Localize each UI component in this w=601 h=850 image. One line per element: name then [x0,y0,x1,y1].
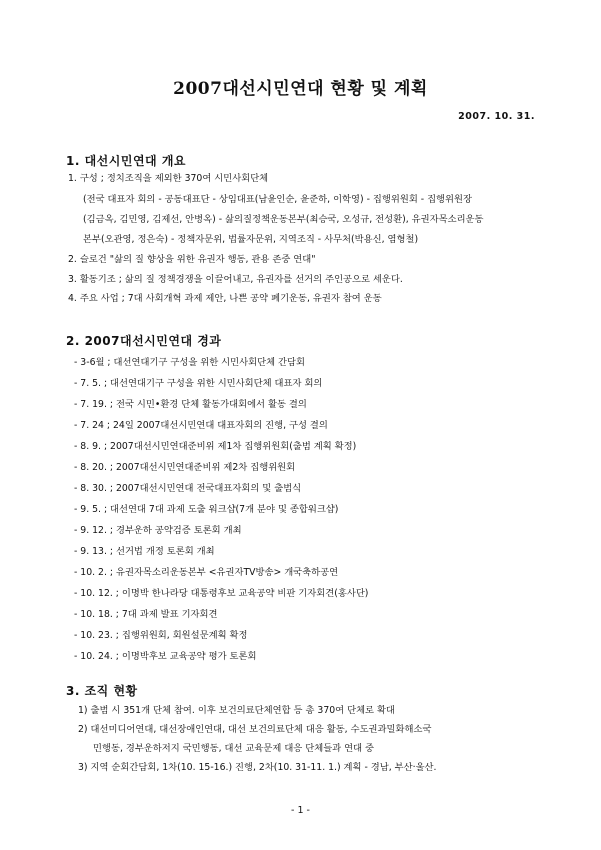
timeline-item: - 10. 24. ; 이명박후보 교육공약 평가 토론회 [74,651,257,662]
timeline-item: - 7. 19. ; 전국 시민•환경 단체 활동가대회에서 활동 결의 [74,399,307,410]
timeline-item: - 9. 13. ; 선거법 개정 토론회 개최 [74,546,215,557]
timeline-item: - 10. 18. ; 7대 과제 발표 기자회견 [74,609,218,620]
section1-heading: 1. 대선시민연대 개요 [66,154,187,168]
timeline-item: - 10. 23. ; 집행위원회, 회원설문계획 확정 [74,630,248,641]
timeline-item: - 3-6월 ; 대선연대기구 구성을 위한 시민사회단체 간담회 [74,357,305,368]
timeline-item: - 7. 5. ; 대선연대기구 구성을 위한 시민사회단체 대표자 회의 [74,378,323,389]
timeline-item: - 10. 12. ; 이명박 한나라당 대통령후보 교육공약 비판 기자회견(홍사단) [74,588,369,599]
timeline-item: - 7. 24 ; 24일 2007대선시민연대 대표자회의 진행, 구성 결의 [74,420,328,431]
page-number: - 1 - [291,805,310,816]
section1-line: 2. 슬로건 "삶의 질 향상을 위한 유권자 행동, 관용 존중 연대" [68,254,316,265]
timeline-item: - 8. 30. ; 2007대선시민연대 전국대표자회의 및 출범식 [74,483,302,494]
timeline-item: - 8. 20. ; 2007대선시민연대준비위 제2차 집행위원회 [74,462,296,473]
section1-line: 1. 구성 ; 정치조직을 제외한 370여 시민사회단체 [68,173,269,184]
section1-line: 3. 활동기조 ; 삶의 질 정책경쟁을 이끌어내고, 유권자를 선거의 주인공으로 세운다. [68,274,403,285]
section3-line: 1) 출범 시 351개 단체 참여. 이후 보건의료단체연합 등 총 370여 단체로 확대 [78,705,395,716]
page-title: 2007대선시민연대 현황 및 계획 [173,79,428,99]
timeline-item: - 8. 9. ; 2007대선시민연대준비위 제1차 집행위원회(출범 계획 확정) [74,441,357,452]
section3-line: 2) 대선미디어연대, 대선장애인연대, 대선 보건의료단체 대응 활동, 수도권과밀화해소국 [78,724,432,735]
section1-line: 본부(오관영, 정은숙) - 정책자문위, 법률자문위, 지역조직 - 사무처(박용신, 염형철) [83,234,419,245]
section1-line: (전국 대표자 회의 - 공동대표단 - 상임대표(남윤인순, 윤준하, 이학영) - 집행위원회 - 집행위원장 [83,194,472,205]
section1-line: (김금옥, 김민영, 김제선, 안병옥) - 삶의질정책운동본부(최승국, 오성규, 전성환), 유권자목소리운동 [83,214,484,225]
document-date: 2007. 10. 31. [458,111,535,122]
timeline-item: - 9. 12. ; 경부운하 공약검증 토론회 개최 [74,525,242,536]
section1-line: 4. 주요 사업 ; 7대 사회개혁 과제 제안, 나쁜 공약 폐기운동, 유권자 참여 운동 [68,293,382,304]
section3-line: 3) 지역 순회간담회, 1차(10. 15-16.) 진행, 2차(10. 31-11. 1.) 계획 - 경남, 부산·울산. [78,762,437,773]
timeline-item: - 10. 2. ; 유권자목소리운동본부 <유권자TV방송> 개국축하공연 [74,567,339,578]
section2-heading: 2. 2007대선시민연대 경과 [66,334,222,348]
timeline-item: - 9. 5. ; 대선연대 7대 과제 도출 워크샵(7개 분야 및 종합워크샵) [74,504,339,515]
section3-line: 민행동, 경부운하저지 국민행동, 대선 교육문제 대응 단체들과 연대 중 [93,743,375,754]
section3-heading: 3. 조직 현황 [66,684,138,698]
